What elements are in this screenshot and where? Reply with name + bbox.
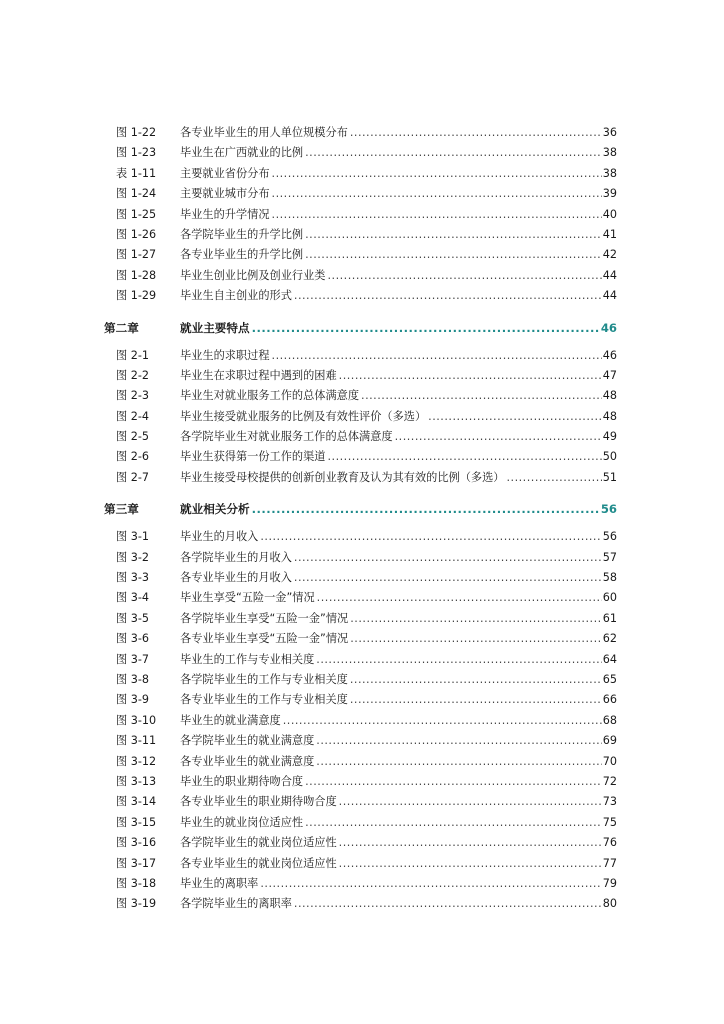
toc-entry[interactable] — [0, 266, 724, 286]
toc-entry-title: 各学院毕业生的升学比例 — [180, 227, 304, 241]
toc-page-number: 79 — [602, 876, 617, 890]
toc-entry-line — [180, 588, 617, 608]
toc-page-number: 62 — [602, 632, 617, 646]
toc-entry-label: 图 3-17 — [116, 856, 157, 870]
toc-dot-leader — [260, 874, 601, 894]
toc-entry[interactable] — [0, 833, 724, 853]
toc-page-number: 57 — [602, 550, 617, 564]
table-of-contents — [0, 123, 724, 915]
toc-entry-label: 图 1-27 — [116, 248, 157, 262]
toc-entry-label: 图 3-4 — [116, 591, 150, 605]
toc-page-number: 61 — [602, 611, 617, 625]
toc-entry[interactable] — [0, 407, 724, 427]
toc-dot-leader — [305, 225, 602, 245]
toc-entry-line — [180, 609, 617, 629]
toc-entry[interactable] — [0, 772, 724, 792]
toc-page-number: 51 — [602, 470, 617, 484]
toc-dot-leader — [316, 752, 601, 772]
toc-entry-line — [180, 366, 617, 386]
toc-entry-title: 各专业毕业生的用人单位规模分布 — [180, 126, 348, 139]
toc-page-number: 72 — [602, 774, 617, 788]
toc-entry-title: 毕业生的离职率 — [180, 876, 259, 890]
toc-entry-label: 图 3-5 — [116, 611, 150, 625]
toc-dot-leader — [294, 548, 602, 568]
toc-entry-title: 各专业毕业生的就业满意度 — [180, 754, 315, 768]
toc-entry-line — [180, 315, 617, 341]
toc-entry-label: 图 1-24 — [116, 187, 157, 201]
toc-entry-title: 毕业生的月收入 — [180, 530, 259, 544]
toc-dot-leader — [305, 772, 602, 792]
toc-entry-line — [180, 245, 617, 265]
toc-dot-leader — [339, 854, 602, 874]
toc-entry-title: 各专业毕业生的月收入 — [180, 571, 292, 585]
toc-entry-title: 毕业生接受就业服务的比例及有效性评价（多选） — [180, 409, 427, 423]
toc-dot-leader — [283, 711, 602, 731]
toc-entry-title: 各学院毕业生的离职率 — [180, 897, 292, 911]
toc-dot-leader — [294, 568, 602, 588]
toc-page-number: 64 — [602, 652, 617, 666]
toc-entry[interactable] — [0, 813, 724, 833]
toc-entry-line — [180, 123, 617, 143]
toc-entry[interactable] — [0, 245, 724, 265]
toc-entry-title: 各专业毕业生享受“五险一金”情况 — [180, 632, 349, 646]
toc-entry-title: 毕业生的工作与专业相关度 — [180, 652, 315, 666]
toc-entry-label: 图 2-6 — [116, 450, 150, 464]
toc-entry-label: 图 3-15 — [116, 815, 157, 829]
toc-entry-label: 图 2-3 — [116, 389, 150, 403]
toc-entry[interactable] — [0, 123, 724, 143]
toc-entry-label: 表 1-11 — [116, 166, 157, 180]
toc-dot-leader — [272, 184, 602, 204]
toc-entry-line — [180, 205, 617, 225]
toc-entry-label: 图 3-14 — [116, 795, 157, 809]
toc-entry-title: 毕业生在广西就业的比例 — [180, 146, 304, 160]
toc-page-number: 70 — [602, 754, 617, 768]
toc-page-number: 41 — [602, 227, 617, 241]
toc-entry-title: 毕业生自主创业的形式 — [180, 289, 292, 303]
toc-dot-leader — [428, 407, 602, 427]
toc-entry-line — [180, 164, 617, 184]
toc-entry-title: 毕业生的升学情况 — [180, 207, 270, 221]
toc-dot-leader — [350, 629, 602, 649]
toc-entry-title: 各学院毕业生的工作与专业相关度 — [180, 672, 348, 686]
toc-entry-line — [180, 143, 617, 163]
toc-entry-line — [180, 772, 617, 792]
toc-entry-line — [180, 386, 617, 406]
toc-entry-title: 各学院毕业生的就业满意度 — [180, 734, 315, 748]
toc-page-number: 46 — [600, 320, 617, 335]
toc-entry[interactable] — [0, 711, 724, 731]
toc-page-number: 56 — [602, 530, 617, 544]
toc-dot-leader — [305, 813, 602, 833]
toc-entry[interactable] — [0, 568, 724, 588]
toc-entry-line — [180, 225, 617, 245]
toc-dot-leader — [252, 496, 600, 522]
toc-entry[interactable] — [0, 752, 724, 772]
toc-entry-title: 毕业生获得第一份工作的渠道 — [180, 450, 326, 464]
toc-entry-line — [180, 527, 617, 547]
toc-entry-label: 图 1-22 — [116, 126, 157, 139]
toc-entry[interactable] — [0, 386, 724, 406]
toc-entry-line — [180, 407, 617, 427]
toc-entry-label: 图 3-16 — [116, 836, 157, 850]
toc-entry-label: 图 3-1 — [116, 530, 150, 544]
toc-entry[interactable] — [0, 346, 724, 366]
toc-page-number: 40 — [602, 207, 617, 221]
toc-entry-line — [180, 496, 617, 522]
toc-page-number: 76 — [602, 836, 617, 850]
toc-entry-line — [180, 427, 617, 447]
toc-entry-label: 图 2-5 — [116, 430, 150, 444]
toc-dot-leader — [260, 527, 601, 547]
toc-entry-line — [180, 286, 617, 306]
toc-page-number: 56 — [600, 502, 617, 517]
toc-entry[interactable] — [0, 670, 724, 690]
toc-page-number: 65 — [602, 672, 617, 686]
toc-page-number: 66 — [602, 693, 617, 707]
toc-dot-leader — [339, 366, 602, 386]
toc-dot-leader — [339, 792, 602, 812]
toc-entry-label: 图 1-29 — [116, 289, 157, 303]
toc-entry[interactable] — [0, 427, 724, 447]
toc-entry-title: 毕业生在求职过程中遇到的困难 — [180, 368, 337, 382]
toc-entry-title: 各专业毕业生的职业期待吻合度 — [180, 795, 337, 809]
toc-page-number: 60 — [602, 591, 617, 605]
toc-entry[interactable] — [0, 874, 724, 894]
toc-entry-line — [180, 752, 617, 772]
toc-page-number: 49 — [602, 430, 617, 444]
toc-entry[interactable] — [0, 468, 724, 488]
toc-entry[interactable] — [0, 650, 724, 670]
toc-dot-leader — [305, 245, 602, 265]
toc-entry-line — [180, 650, 617, 670]
toc-entry[interactable] — [0, 894, 724, 914]
toc-entry-label: 图 3-18 — [116, 876, 157, 890]
toc-dot-leader — [361, 386, 602, 406]
toc-entry-label: 图 3-9 — [116, 693, 150, 707]
toc-entry-title: 主要就业省份分布 — [180, 166, 270, 180]
toc-entry-label: 图 2-1 — [116, 348, 150, 362]
toc-entry[interactable] — [0, 286, 724, 306]
toc-entry-line — [180, 670, 617, 690]
toc-entry-label: 图 3-19 — [116, 897, 157, 911]
toc-page-number: 73 — [602, 795, 617, 809]
toc-entry-title: 毕业生创业比例及创业行业类 — [180, 268, 326, 282]
toc-entry-label: 图 3-3 — [116, 571, 150, 585]
toc-entry-label: 图 1-26 — [116, 227, 157, 241]
toc-entry-label: 图 3-11 — [116, 734, 157, 748]
toc-entry-label: 第三章 — [104, 502, 139, 517]
toc-entry-title: 毕业生的就业满意度 — [180, 713, 281, 727]
toc-page-number: 47 — [602, 368, 617, 382]
toc-entry-label: 图 3-8 — [116, 672, 150, 686]
toc-entry-title: 各学院毕业生享受“五险一金”情况 — [180, 611, 349, 625]
toc-entry[interactable] — [0, 629, 724, 649]
toc-entry-label: 图 2-2 — [116, 368, 150, 382]
toc-dot-leader — [317, 588, 602, 608]
toc-entry[interactable] — [0, 164, 724, 184]
toc-entry-line — [180, 731, 617, 751]
toc-dot-leader — [316, 650, 601, 670]
toc-entry-title: 就业相关分析 — [180, 502, 250, 517]
toc-entry[interactable] — [0, 225, 724, 245]
toc-entry-line — [180, 548, 617, 568]
toc-entry-label: 图 1-23 — [116, 146, 157, 160]
toc-entry-label: 图 3-12 — [116, 754, 157, 768]
toc-entry[interactable] — [0, 366, 724, 386]
toc-entry-title: 各学院毕业生的就业岗位适应性 — [180, 836, 337, 850]
toc-entry-line — [180, 629, 617, 649]
toc-dot-leader — [327, 266, 601, 286]
toc-page-number: 38 — [602, 166, 617, 180]
toc-chapter-entry[interactable] — [0, 315, 724, 341]
toc-page-number: 58 — [602, 571, 617, 585]
toc-entry-line — [180, 854, 617, 874]
toc-entry-title: 毕业生的求职过程 — [180, 348, 270, 362]
toc-page-number: 42 — [602, 248, 617, 262]
toc-page-number: 36 — [602, 126, 617, 139]
toc-entry[interactable] — [0, 792, 724, 812]
toc-entry-title: 毕业生享受“五险一金”情况 — [180, 591, 315, 605]
toc-entry-label: 图 3-7 — [116, 652, 150, 666]
toc-entry-line — [180, 184, 617, 204]
toc-entry-label: 图 3-13 — [116, 774, 157, 788]
toc-page-number: 44 — [602, 268, 617, 282]
toc-page-number: 44 — [602, 289, 617, 303]
toc-dot-leader — [272, 205, 602, 225]
toc-entry-title: 各学院毕业生的月收入 — [180, 550, 292, 564]
toc-entry-line — [180, 346, 617, 366]
toc-entry[interactable] — [0, 588, 724, 608]
toc-entry[interactable] — [0, 690, 724, 710]
toc-entry[interactable] — [0, 143, 724, 163]
toc-entry-label: 图 2-4 — [116, 409, 150, 423]
toc-page-number: 80 — [602, 897, 617, 911]
toc-dot-leader — [294, 894, 602, 914]
toc-entry[interactable] — [0, 609, 724, 629]
toc-entry-line — [180, 813, 617, 833]
toc-entry[interactable] — [0, 548, 724, 568]
toc-dot-leader — [339, 833, 602, 853]
toc-dot-leader — [252, 315, 600, 341]
toc-entry-label: 图 3-10 — [116, 713, 157, 727]
toc-page-number: 75 — [602, 815, 617, 829]
toc-dot-leader — [506, 468, 601, 488]
toc-dot-leader — [327, 447, 601, 467]
toc-page-number: 38 — [602, 146, 617, 160]
toc-entry-title: 毕业生的职业期待吻合度 — [180, 774, 304, 788]
toc-page-number: 48 — [602, 409, 617, 423]
toc-entry-line — [180, 690, 617, 710]
toc-entry-line — [180, 894, 617, 914]
toc-entry-title: 各专业毕业生的就业岗位适应性 — [180, 856, 337, 870]
toc-page-number: 39 — [602, 187, 617, 201]
toc-entry[interactable] — [0, 184, 724, 204]
toc-entry[interactable] — [0, 854, 724, 874]
toc-entry-title: 毕业生对就业服务工作的总体满意度 — [180, 389, 360, 403]
toc-entry-title: 毕业生接受母校提供的创新创业教育及认为其有效的比例（多选） — [180, 470, 505, 484]
toc-entry-line — [180, 468, 617, 488]
toc-entry-label: 图 2-7 — [116, 470, 150, 484]
toc-dot-leader — [395, 427, 602, 447]
toc-entry-title: 各专业毕业生的工作与专业相关度 — [180, 693, 348, 707]
toc-dot-leader — [316, 731, 601, 751]
toc-entry-label: 图 3-6 — [116, 632, 150, 646]
toc-dot-leader — [350, 609, 602, 629]
toc-entry-title: 就业主要特点 — [180, 320, 250, 335]
toc-page-number: 68 — [602, 713, 617, 727]
toc-page-number: 77 — [602, 856, 617, 870]
toc-entry-label: 图 3-2 — [116, 550, 150, 564]
toc-dot-leader — [350, 690, 602, 710]
toc-dot-leader — [272, 164, 602, 184]
toc-entry[interactable] — [0, 447, 724, 467]
toc-entry-line — [180, 792, 617, 812]
toc-entry-line — [180, 711, 617, 731]
toc-page-number: 46 — [602, 348, 617, 362]
toc-page-number: 48 — [602, 389, 617, 403]
toc-dot-leader — [350, 670, 602, 690]
toc-entry-title: 主要就业城市分布 — [180, 187, 270, 201]
toc-entry[interactable] — [0, 731, 724, 751]
toc-entry-line — [180, 266, 617, 286]
toc-entry-title: 毕业生的就业岗位适应性 — [180, 815, 304, 829]
toc-entry-title: 各学院毕业生对就业服务工作的总体满意度 — [180, 430, 393, 444]
toc-entry-line — [180, 447, 617, 467]
toc-dot-leader — [272, 346, 602, 366]
toc-chapter-entry[interactable] — [0, 496, 724, 522]
toc-entry-line — [180, 833, 617, 853]
toc-dot-leader — [350, 123, 602, 143]
toc-dot-leader — [294, 286, 602, 306]
toc-entry-label: 图 1-25 — [116, 207, 157, 221]
toc-page-number: 69 — [602, 734, 617, 748]
toc-entry-line — [180, 568, 617, 588]
toc-entry-line — [180, 874, 617, 894]
toc-page-number: 50 — [602, 450, 617, 464]
toc-dot-leader — [305, 143, 602, 163]
toc-entry-label: 图 1-28 — [116, 268, 157, 282]
toc-entry[interactable] — [0, 527, 724, 547]
toc-entry-title: 各专业毕业生的升学比例 — [180, 248, 304, 262]
toc-entry[interactable] — [0, 205, 724, 225]
toc-entry-label: 第二章 — [104, 320, 139, 335]
